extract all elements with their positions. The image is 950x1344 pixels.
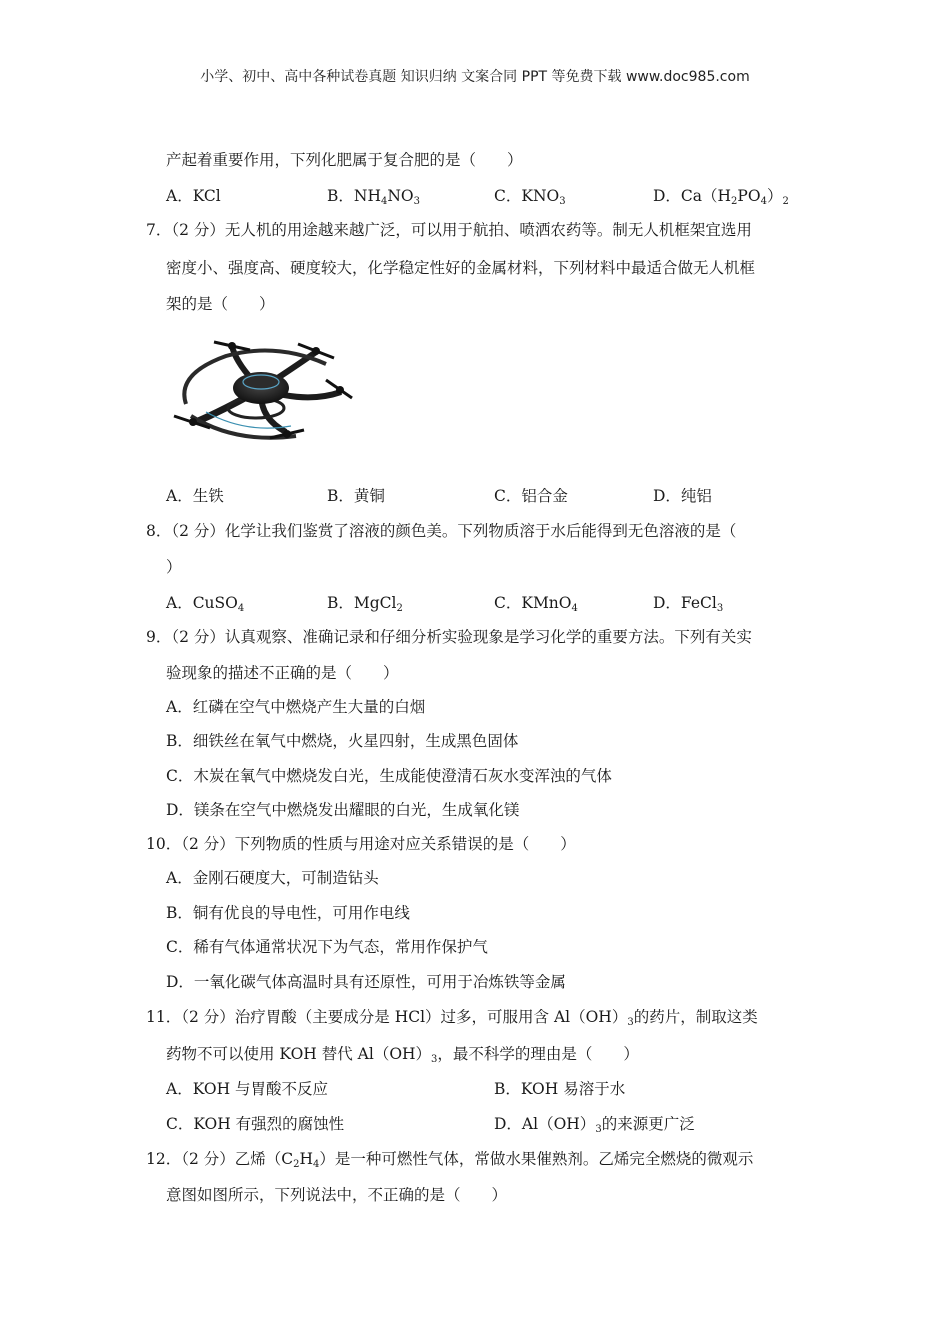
q11-option-b: B．KOH 易溶于水 [494,1080,626,1098]
q6-option-a: A．KCl [166,187,221,205]
drone-image [166,334,356,446]
q8-option-a: A．CuSO$_4$ [166,594,245,614]
q7-stem-line2: 密度小、强度高、硬度较大，化学稳定性好的金属材料，下列材料中最适合做无人机框 [166,259,756,277]
q9-stem-line2: 验现象的描述不正确的是（ ） [166,664,399,682]
q8-option-c: C．KMnO$_4$ [494,594,578,614]
q6-option-b: B．$NH_4NO_3$ [327,187,421,207]
q11-option-c: C．KOH 有强烈的腐蚀性 [166,1115,345,1133]
q11-option-d: D．$Al(OH)_3$的来源更广泛 [494,1115,695,1135]
q9-option-a: A．红磷在空气中燃烧产生大量的白烟 [166,698,426,716]
q9-option-d: D．镁条在空气中燃烧发出耀眼的白光，生成氧化镁 [166,801,520,819]
q8-stem-line2: ） [166,558,182,576]
q10-option-d: D．一氧化碳气体高温时具有还原性，可用于冶炼铁等金属 [166,973,566,991]
q10-option-b: B．铜有优良的导电性，可用作电线 [166,904,410,922]
q7-stem-line3: 架的是（ ） [166,295,275,313]
q7-option-d: D．纯铝 [653,487,712,505]
q10-option-c: C．稀有气体通常状况下为气态，常用作保护气 [166,938,488,956]
q11-stem-line1: 11．（2 分）治疗胃酸（主要成分是 HCl）过多，可服用含 $Al(OH)_3$的药片，制取这类 [146,1008,758,1028]
q7-stem-line1: 7．（2 分）无人机的用途越来越广泛，可以用于航拍、喷洒农药等。制无人机框架宜选用 [146,221,752,239]
q6-stem-tail: 产起着重要作用，下列化肥属于复合肥的是（ ） [166,151,523,169]
q11-stem-line2: 药物不可以使用 KOH 替代 $Al(OH)_3$，最不科学的理由是（ ） [166,1045,639,1065]
q9-option-b: B．细铁丝在氧气中燃烧，火星四射，生成黑色固体 [166,732,519,750]
q8-option-d: D．FeCl$_3$ [653,594,724,614]
q6-option-d: D．$Ca(H_2PO_4)_2$ [653,187,789,207]
q11-option-a: A．KOH 与胃酸不反应 [166,1080,329,1098]
q10-stem: 10．（2 分）下列物质的性质与用途对应关系错误的是（ ） [146,835,576,853]
page-header: 小学、初中、高中各种试卷真题 知识归纳 文案合同 PPT 等免费下载 www.doc985.com [200,69,750,85]
q7-option-a: A．生铁 [166,487,224,505]
q7-option-b: B．黄铜 [327,487,385,505]
q6-option-c: C．$KNO_3$ [494,187,566,207]
q8-stem-line1: 8．（2 分）化学让我们鉴赏了溶液的颜色美。下列物质溶于水后能得到无色溶液的是（ [146,522,737,540]
q12-stem-line1: 12．（2 分）乙烯$(C_2H_4)$是一种可燃性气体，常做水果催熟剂。乙烯完全燃烧的微观示 [146,1150,754,1170]
q10-option-a: A．金刚石硬度大，可制造钻头 [166,869,379,887]
q9-stem-line1: 9．（2 分）认真观察、准确记录和仔细分析实验现象是学习化学的重要方法。下列有关实 [146,628,752,646]
q9-option-c: C．木炭在氧气中燃烧发白光，生成能使澄清石灰水变浑浊的气体 [166,767,612,785]
q8-option-b: B．MgCl$_2$ [327,594,403,614]
q12-stem-line2: 意图如图所示，下列说法中，不正确的是（ ） [166,1186,508,1204]
q7-option-c: C．铝合金 [494,487,568,505]
